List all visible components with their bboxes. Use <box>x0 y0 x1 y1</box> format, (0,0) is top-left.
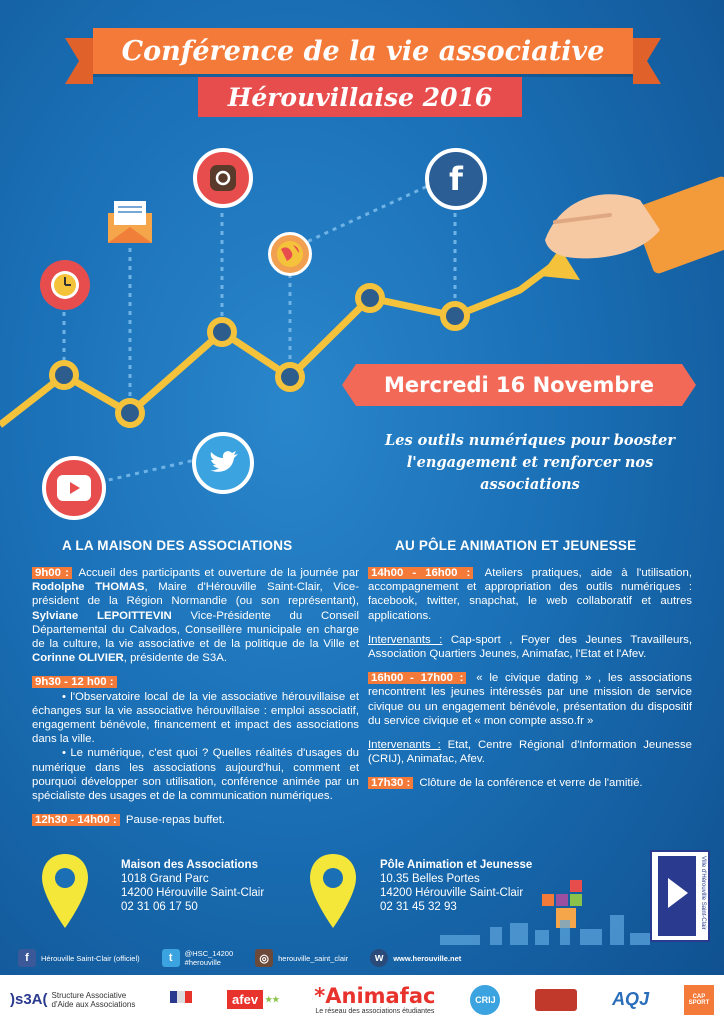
instagram-link[interactable]: ◎ herouville_saint_clair <box>255 949 348 967</box>
left-column <box>32 566 359 837</box>
instagram-icon: ◎ <box>255 949 273 967</box>
partner-logos <box>0 975 724 1024</box>
time-badge: 9h30 - 12 h00 : <box>32 676 117 688</box>
title-ribbon <box>93 28 633 74</box>
date-banner <box>356 364 682 406</box>
address-maison: Maison des Associations 1018 Grand Parc 14200 Hérouville Saint-Clair 02 31 06 17 50 <box>121 859 265 913</box>
program-item: 9h00 : Accueil des participants et ouverture de la journée par Rodolphe THOMAS, Maire d'Hérouville Saint-Clair, Vice-président de la Région Normandie (ou son représentant), Sylviane LEPOITTEVIN Vice-Présidente du Conseil Départemental du Calvados, Conseillère municipale en charge de la culture, la vie associative et de la politique de la Ville et Corinne OLIVIER, présidente de S3A. <box>32 567 359 665</box>
right-column <box>368 566 692 801</box>
tagline-line2: l'engagement et renforcer nos associations <box>406 454 654 493</box>
social-bar <box>0 943 724 973</box>
address-pole: Pôle Animation et Jeunesse 10.35 Belles Portes 14200 Hérouville Saint-Clair 02 31 45 32 93 <box>380 859 533 913</box>
title-line2: Hérouvillaise 2016 <box>227 82 493 112</box>
ville-logo <box>650 850 710 942</box>
map-pin-icon <box>40 852 90 932</box>
instagram-icon <box>193 148 253 208</box>
twitter-link[interactable]: t @HSC_14200 #herouville <box>162 949 233 967</box>
s3a-logo: )s3A( Structure Associative d'Aide aux Associations <box>10 990 136 1009</box>
map-pin-icon <box>308 852 358 932</box>
speakers: Intervenants : Cap-sport , Foyer des Jeunes Travailleurs, Association Quartiers Jeunes, Animafac, l'Etat et l'Afev. <box>368 633 692 661</box>
crij-logo: CRIJ <box>470 985 500 1015</box>
capsport-logo: CAP SPORT <box>684 985 714 1015</box>
clock-icon <box>40 260 90 310</box>
hand-icon <box>545 175 724 275</box>
twitter-icon <box>192 432 254 494</box>
subtitle-ribbon <box>198 77 522 117</box>
facebook-icon: f <box>18 949 36 967</box>
left-column-heading: A LA MAISON DES ASSOCIATIONS <box>62 538 293 553</box>
time-badge: 16h00 - 17h00 : <box>368 672 466 684</box>
time-badge: 17h30 : <box>368 777 413 789</box>
speakers: Intervenants : Etat, Centre Régional d'Information Jeunesse (CRIJ), Animafac, Afev. <box>368 739 692 766</box>
time-badge: 9h00 : <box>32 567 72 579</box>
aqj-logo: AQJ <box>612 989 650 1009</box>
email-icon <box>102 195 158 251</box>
facebook-link[interactable]: f Hérouville Saint-Clair (officiel) <box>18 949 140 967</box>
youtube-icon <box>42 456 106 520</box>
time-badge: 12h30 - 14h00 : <box>32 814 120 826</box>
afev-logo: afev ★★ <box>227 990 279 1009</box>
horizons-logo <box>535 989 577 1011</box>
ville-logo-text: Ville d'Hérouville Saint-Clair <box>700 856 706 930</box>
title-line1: Conférence de la vie associative <box>121 35 605 67</box>
event-date: Mercredi 16 Novembre <box>383 373 655 397</box>
program-item: 17h30 : Clôture de la conférence et verre de l'amitié. <box>368 776 692 790</box>
tagline <box>360 430 700 496</box>
tagline-line1: Les outils numériques pour booster <box>385 432 675 449</box>
web-icon: w <box>370 949 388 967</box>
globe-icon <box>268 232 312 276</box>
republique-logo <box>170 991 192 1009</box>
time-badge: 14h00 - 16h00 : <box>368 567 473 579</box>
twitter-icon: t <box>162 949 180 967</box>
skyline <box>440 915 650 945</box>
program-item: 9h30 - 12 h00 : • l'Observatoire local de la vie associative hérouvillaise et échanges sur la vie associative hérouvillaise : emploi associatif, engagement bénévole, financement et impact des associations dans la ville. • Le numérique, c'est quoi ? Quelles réalités d'usages du numérique dans les associations aujourd'hui, comment et pourquoi développer son utilisation, conférence animée par un spécialiste des usages et de la communication numériques. <box>32 676 359 803</box>
program-item: 12h30 - 14h00 : Pause-repas buffet. <box>32 813 359 827</box>
program-item: 14h00 - 16h00 : Ateliers pratiques, aide à l'utilisation, accompagnement et appropriation des outils numériques : facebook, twitter, snapchat, le web collaboratif et autres applications. <box>368 567 692 622</box>
facebook-icon: f <box>425 148 487 210</box>
animafac-logo: *Animafac Le réseau des associations étudiantes <box>314 984 436 1015</box>
right-column-heading: AU PÔLE ANIMATION ET JEUNESSE <box>395 538 637 553</box>
website-link[interactable]: w www.herouville.net <box>370 949 461 967</box>
program-item: 16h00 - 17h00 : « le civique dating » , les associations rencontrent les jeunes intéressés par une mission de service civique ou un engagement bénévole, présentation du dispositif du service civique et « mon compte asso.fr » <box>368 672 692 727</box>
